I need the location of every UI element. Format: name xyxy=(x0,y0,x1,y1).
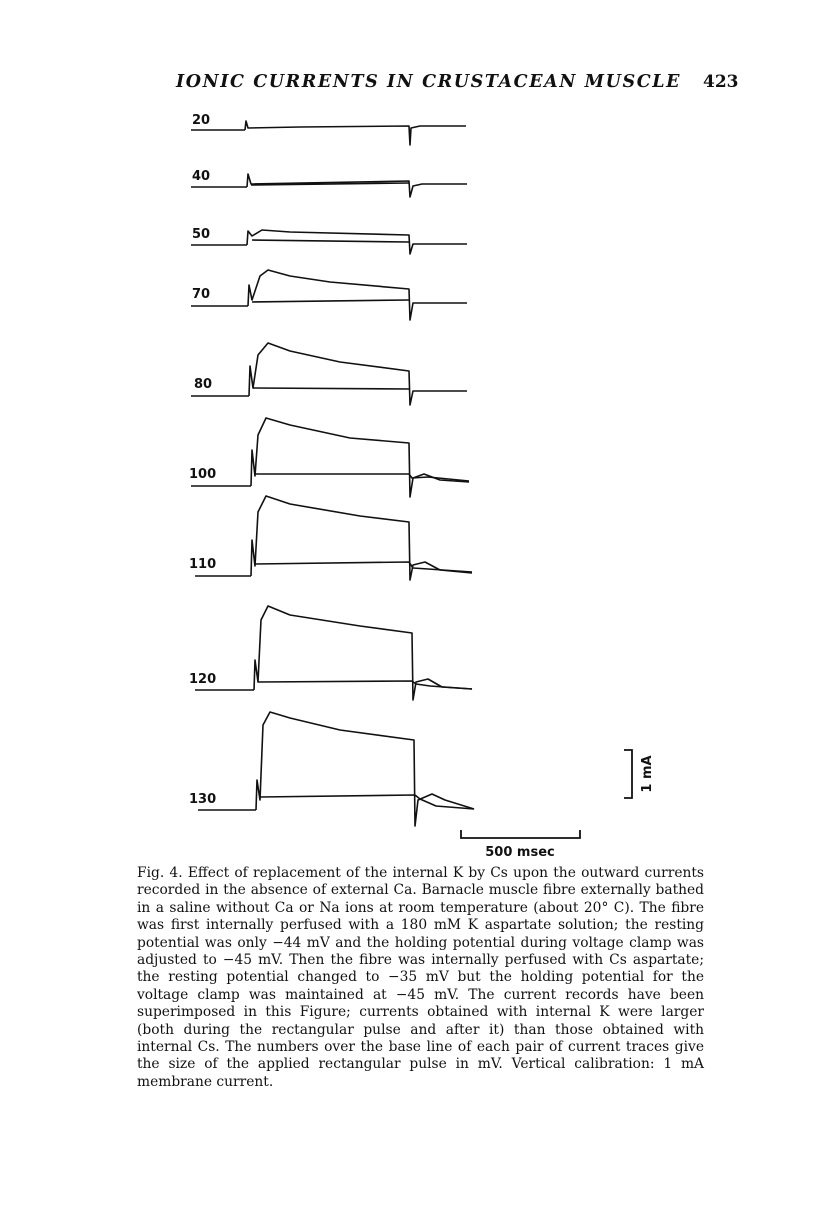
running-title: IONIC CURRENTS IN CRUSTACEAN MUSCLE xyxy=(176,72,682,92)
trace-group-120 xyxy=(189,606,472,700)
figure-caption: Fig. 4. Effect of replacement of the internal K by Cs upon the outward currents recorded in the absence of external Ca. Barnacle muscle fibre externally bathed in a saline without Ca or Na ions at room temperature (about 20° C). The fibre was first internally perfused with a 180 mM K aspartate solution; the resting potential was only −44 mV and the holding potential during voltage clamp was adjusted to −45 mV. Then the fibre was internally perfused with Cs aspartate; the resting potential changed to −35 mV but the holding potential for the voltage clamp was maintained at −45 mV. The current records have been superimposed in this Figure; currents obtained with internal K were larger (both during the rectangular pulse and after it) than those obtained with internal Cs. The numbers over the base line of each pair of current traces give the size of the applied rectangular pulse in mV. Vertical calibration: 1 mA membrane current. xyxy=(137,865,704,1090)
pulse-label-120: 120 xyxy=(189,672,217,687)
pulse-label-20: 20 xyxy=(192,113,211,128)
trace-group-20 xyxy=(191,113,466,145)
pulse-label-100: 100 xyxy=(189,467,217,482)
trace-group-80 xyxy=(191,343,467,405)
trace-group-110 xyxy=(189,496,472,580)
pulse-label-110: 110 xyxy=(189,557,217,572)
pulse-label-70: 70 xyxy=(192,287,211,302)
pulse-label-130: 130 xyxy=(189,792,217,807)
trace-group-130 xyxy=(189,712,474,826)
pulse-label-80: 80 xyxy=(194,377,213,392)
trace-group-50 xyxy=(191,227,467,254)
trace-group-40 xyxy=(191,169,467,197)
time-scale-bar xyxy=(461,830,580,860)
pulse-label-40: 40 xyxy=(192,169,211,184)
trace-group-70 xyxy=(191,270,467,320)
time-scale-label: 500 msec xyxy=(485,845,555,860)
pulse-label-50: 50 xyxy=(192,227,211,242)
current-scale-label: 1 mA xyxy=(640,755,655,793)
page-number: 423 xyxy=(703,72,739,92)
trace-group-100 xyxy=(189,418,469,497)
current-scale-bar xyxy=(624,750,655,798)
